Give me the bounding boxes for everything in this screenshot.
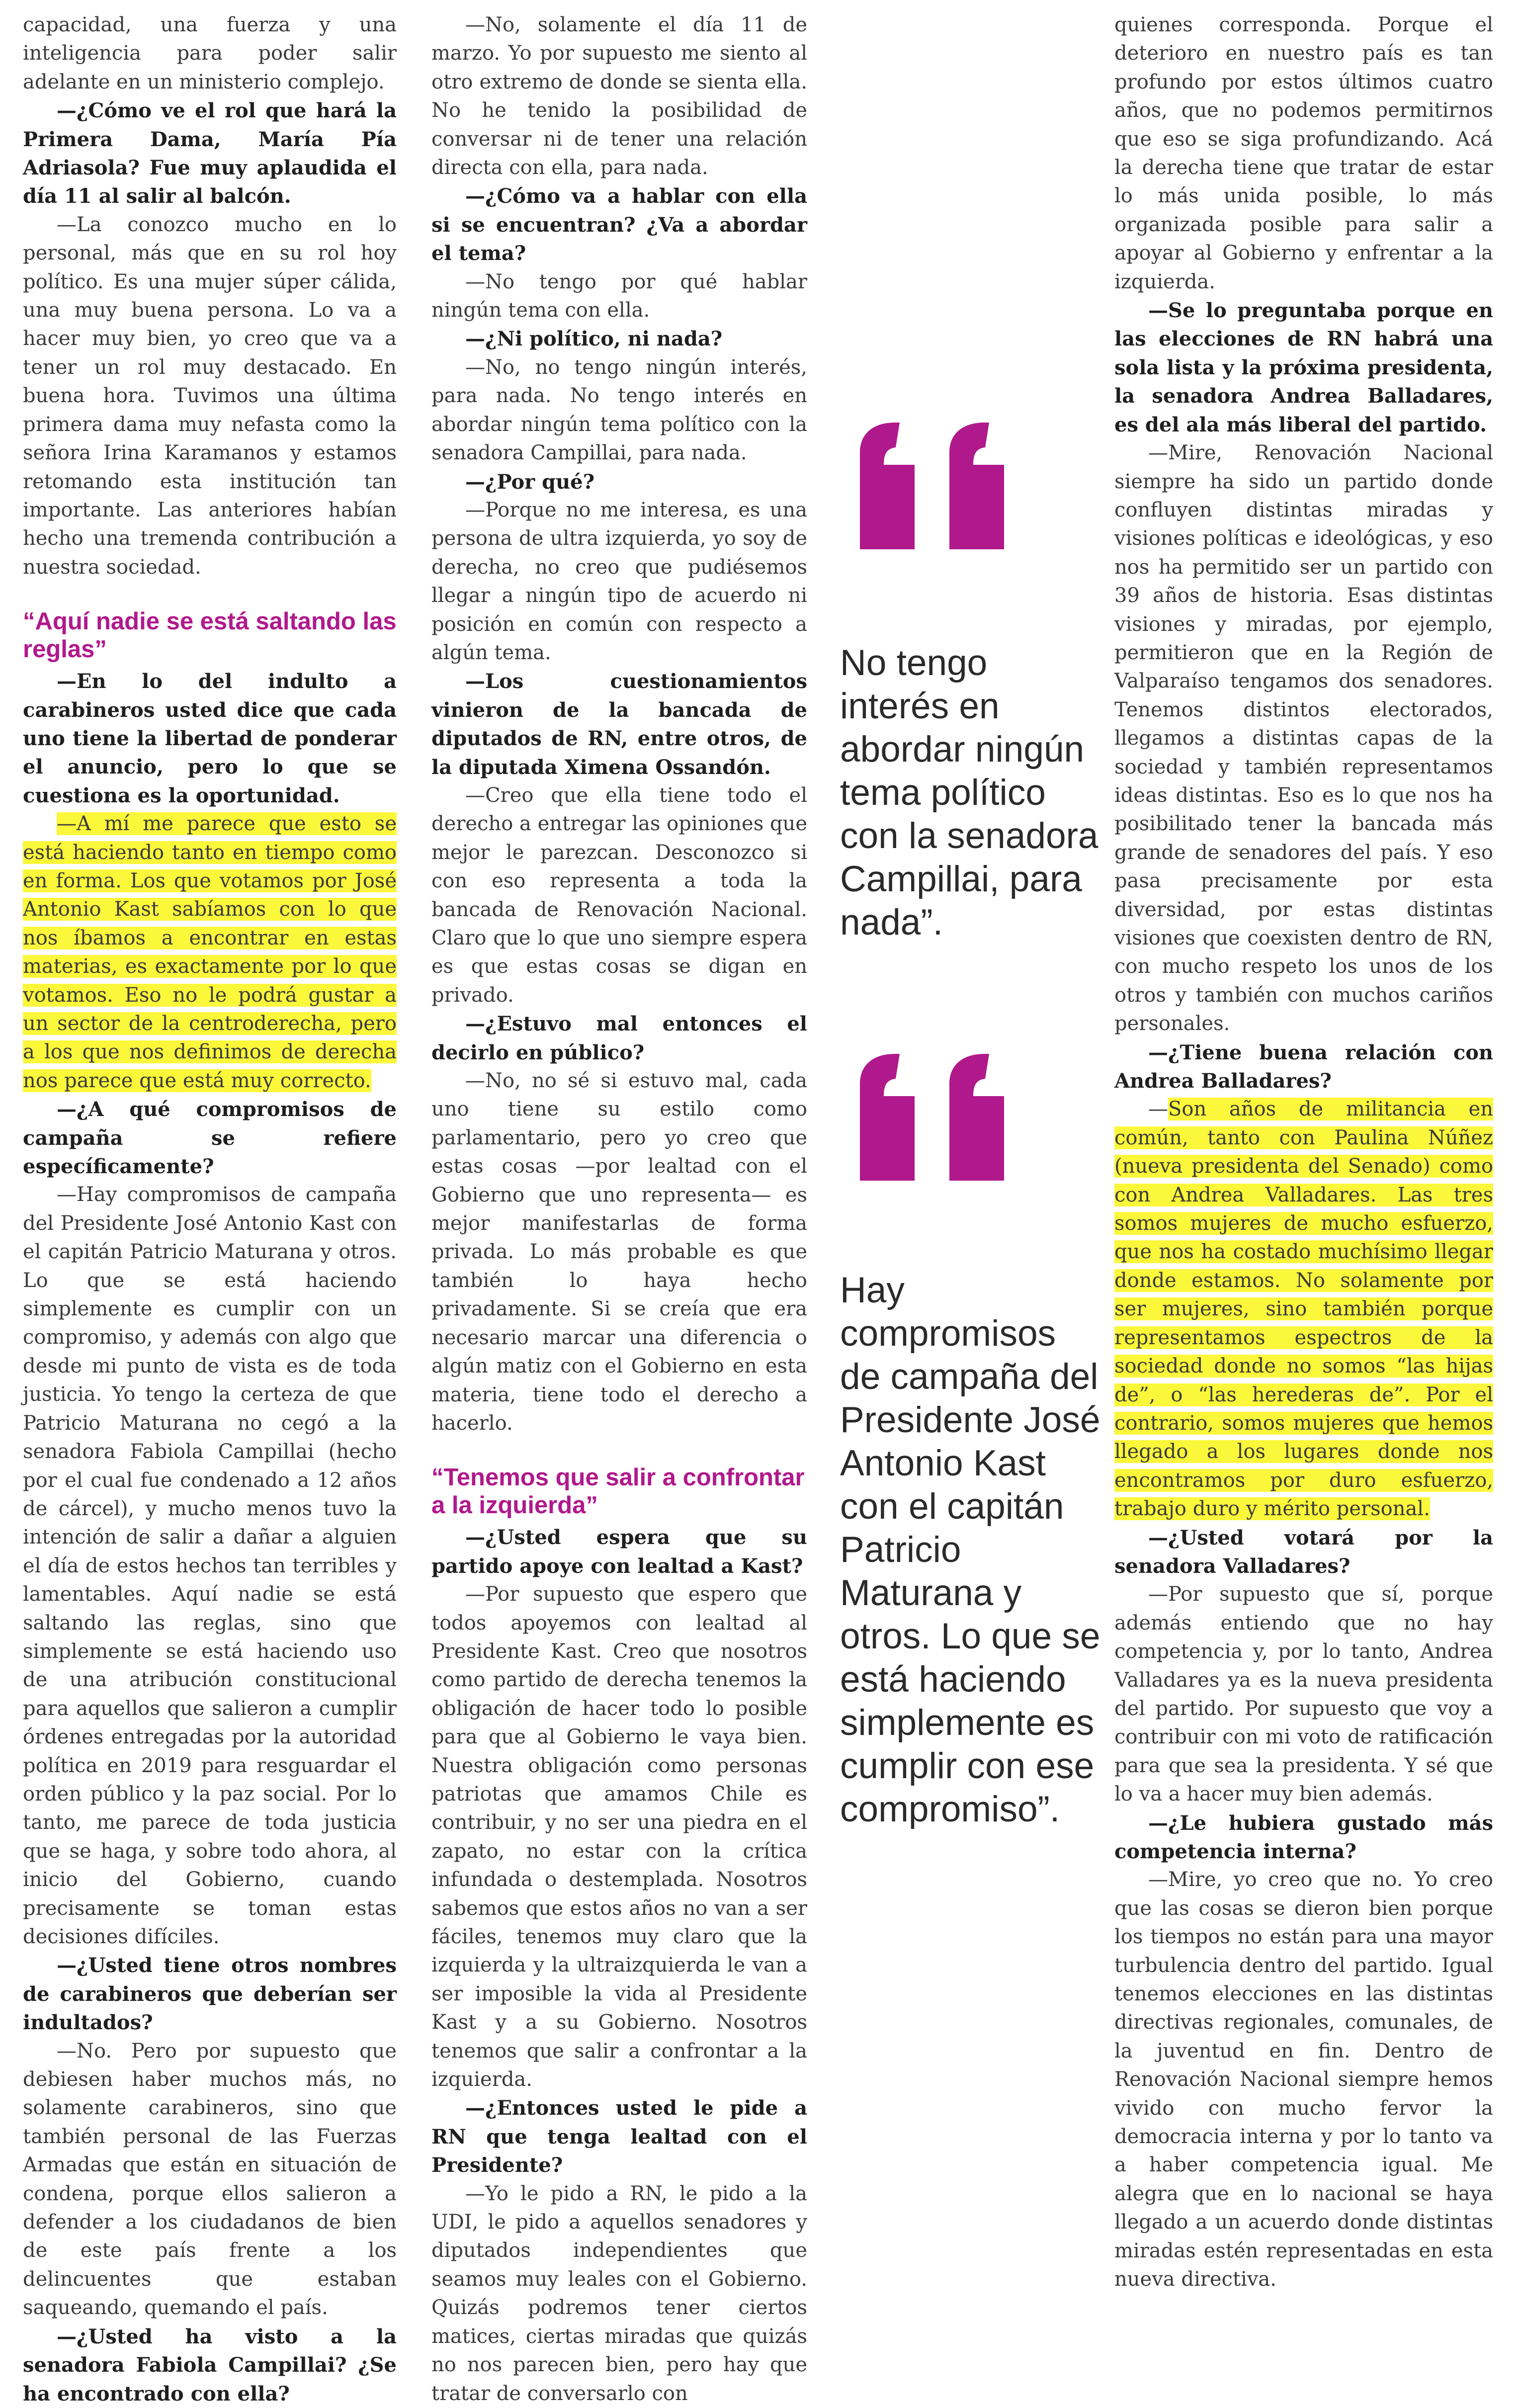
- interview-answer: —No, no tengo ningún interés, para nada. No tengo interés en abordar ningún tema político con la senadora Campillai, para nada.: [431, 355, 807, 465]
- interview-answer: —Porque no me interesa, es una persona de ultra izquierda, yo soy de derecha, no creo que pudiésemos llegar a ningún tipo de acuerdo ni posición en común con respecto a algún tema.: [431, 498, 807, 664]
- interview-answer: —No. Pero por supuesto que debiesen haber muchos más, no solamente carabineros, sino que también personal de las Fuerzas Armadas que están en situación de condena, porque ellos salieron a defender a los ciudadanos de bien de este país frente a los delincuentes que estaban saqueando, quemando el país.: [23, 2039, 397, 2320]
- dash: —: [57, 812, 77, 836]
- interview-answer: quienes corresponda. Porque el deterioro en nuestro país es tan profundo por estos últimos cuatro años, que no podemos permitirnos que eso se siga profundizando. Acá la derecha tiene que tratar de estar lo más unida posible, lo más organizada posible para salir a apoyar al Gobierno y enfrentar a la izquierda.: [1114, 13, 1493, 293]
- interview-question: —¿Le hubiera gustado más competencia interna?: [1114, 1811, 1493, 1863]
- article-column-2: [431, 11, 807, 2408]
- interview-answer-highlighted: [23, 810, 397, 1095]
- paragraph: capacidad, una fuerza y una inteligencia para poder salir adelante en un ministerio complejo.: [23, 13, 397, 93]
- quote-mark-icon: [840, 418, 1049, 552]
- interview-question: —¿Entonces usted le pide a RN que tenga lealtad con el Presidente?: [431, 2096, 807, 2177]
- interview-question: —¿Cómo ve el rol que hará la Primera Dama, María Pía Adriasola? Fue muy aplaudida el día 11 al salir al balcón.: [23, 99, 397, 208]
- pull-quote: Hay compromisos de campaña del Presidente José Antonio Kast con el capitán Patricio Maturana y otros. Lo que se está haciendo simplemente es cumplir con ese compromiso”.: [840, 1270, 1100, 1829]
- section-subheading: “Aquí nadie se está saltando las reglas”: [23, 608, 397, 663]
- interview-answer: —Yo le pido a RN, le pido a la UDI, le pido a aquellos senadores y diputados independientes que seamos muy leales con el Gobierno. Quizás podremos tener ciertos matices, ciertas miradas que quizás no nos parecen bien, pero hay que tratar de conversarlo con: [431, 2182, 807, 2405]
- interview-question: —¿Por qué?: [465, 470, 595, 494]
- interview-answer: —Creo que ella tiene todo el derecho a entregar las opiniones que mejor le parezcan. Desconozco si con eso representa a toda la bancada de Renovación Nacional. Claro que lo que uno siempre espera es que estas cosas se digan en privado.: [431, 783, 807, 1007]
- interview-question: —¿Cómo va a hablar con ella si se encuentran? ¿Va a abordar el tema?: [431, 184, 807, 265]
- interview-question: —¿Tiene buena relación con Andrea Balladares?: [1114, 1040, 1493, 1093]
- highlighted-text: Son años de militancia en común, tanto con Paulina Núñez (nueva presidenta del Senado) como con Andrea Valladares. Las tres somos mujeres de mucho esfuerzo, que nos ha costado muchísimo llegar donde estamos. No solamente por ser mujeres, sino también porque representamos espectros de la sociedad donde no somos “las hijas de”, o “las herederas de”. Por el contrario, somos mujeres que hemos llegado a los lugares donde nos encontramos por duro esfuerzo, trabajo duro y mérito personal.: [1114, 1098, 1493, 1521]
- interview-question: —En lo del indulto a carabineros usted dice que cada uno tiene la libertad de ponderar el anuncio, pero lo que se cuestiona es la oportunidad.: [23, 670, 397, 807]
- interview-question: —Se lo preguntaba porque en las elecciones de RN habrá una sola lista y la próxima presidenta, la senadora Andrea Balladares, es del ala más liberal del partido.: [1114, 299, 1493, 436]
- article-column-1: [23, 11, 397, 2408]
- interview-answer: —No, solamente el día 11 de marzo. Yo por supuesto me siento al otro extremo de donde se sienta ella. No he tenido la posibilidad de conversar ni de tener una relación directa con ella, para nada.: [431, 13, 807, 179]
- interview-question: —¿Ni político, ni nada?: [465, 327, 723, 351]
- interview-question: —¿A qué compromisos de campaña se refiere específicamente?: [23, 1098, 397, 1179]
- interview-question: —¿Usted espera que su partido apoye con lealtad a Kast?: [431, 1526, 807, 1578]
- interview-answer: —No, no sé si estuvo mal, cada uno tiene su estilo como parlamentario, pero yo creo que estas cosas —por lealtad con el Gobierno que uno representa— es mejor manifestarlas de forma privada. Lo más probable es que también lo haya hecho privadamente. Si se creía que era necesario marcar una diferencia o algún matiz con el Gobierno en esta materia, tiene todo el derecho a hacerlo.: [431, 1069, 807, 1435]
- interview-answer: —Hay compromisos de campaña del Presidente José Antonio Kast con el capitán Patricio Maturana y otros. Lo que se está haciendo simplemente es cumplir con un compromiso, y además con algo que desde mi punto de vista es de toda justicia. Yo tengo la certeza de que Patricio Maturana no cegó a la senadora Fabiola Campillai (hecho por el cual fue condenado a 12 años de cárcel), y mucho menos tuvo la intención de salir a dañar a alguien el día de estos hechos tan terribles y lamentables. Aquí nadie se está saltando las reglas, sino que simplemente se está haciendo uso de una atribución constitucional para aquellos que salieron a cumplir órdenes entregadas por la autoridad política en 2019 para resguardar el orden público y la paz social. Por lo tanto, me parece de toda justicia que se haga, y sobre todo ahora, al inicio del Gobierno, cuando precisamente se toman estas decisiones difíciles.: [23, 1183, 397, 1948]
- interview-question: —¿Usted ha visto a la senadora Fabiola Campillai? ¿Se ha encontrado con ella?: [23, 2324, 397, 2406]
- interview-answer: —Por supuesto que espero que todos apoyemos con lealtad al Presidente Kast. Creo que nosotros como partido de derecha tenemos la obligación de hacer todo lo posible para que al Gobierno le vaya bien. Nuestra obligación como personas patriotas que amamos Chile es contribuir, y no ser una piedra en el zapato, no estar con la crítica infundada o destemplada. Nosotros sabemos que estos años no van a ser fáciles, tenemos muy claro que la izquierda y la ultraizquierda le van a ser imposible la vida al Presidente Kast y a su Gobierno. Nosotros tenemos que salir a confrontar a la izquierda.: [431, 1583, 807, 2091]
- interview-question: —¿Usted tiene otros nombres de carabineros que deberían ser indultados?: [23, 1954, 397, 2035]
- section-subheading: “Tenemos que salir a confrontar a la izquierda”: [431, 1464, 805, 1519]
- article-column-3: [1114, 11, 1493, 2294]
- highlighted-text: A mí me parece que esto se está haciendo tanto en tiempo como en forma. Los que votamos por José Antonio Kast sabíamos con lo que nos íbamos a encontrar en estas materias, es exactamente por lo que votamos. Eso no le podrá gustar a un sector de la centroderecha, pero a los que nos definimos de derecha nos parece que está muy correcto.: [23, 812, 397, 1092]
- interview-answer: —Por supuesto que sí, porque además entiendo que no hay competencia y, por lo tanto, Andrea Valladares ya es la nueva presidenta del partido. Por supuesto que voy a contribuir con mi voto de ratificación para que sea la presidenta. Y sé que lo va a hacer muy bien además.: [1114, 1583, 1493, 1806]
- dash: —: [1148, 1098, 1168, 1121]
- pull-quote: No tengo interés en abordar ningún tema político con la senadora Campillai, para nada”.: [840, 643, 1098, 943]
- interview-question: —¿Estuvo mal entonces el decirlo en público?: [431, 1012, 807, 1064]
- interview-answer: —La conozco mucho en lo personal, más que en su rol hoy político. Es una mujer súper cálida, una muy buena persona. Lo va a hacer muy bien, yo creo que va a tener un rol muy destacado. En buena hora. Tuvimos una última primera dama muy nefasta como la señora Irina Karamanos y estamos retomando esta institución tan importante. Las anteriores habían hecho una tremenda contribución a nuestra sociedad.: [23, 213, 397, 579]
- interview-question: —¿Usted votará por la senadora Valladares?: [1114, 1526, 1493, 1578]
- interview-answer: —Mire, Renovación Nacional siempre ha sido un partido donde confluyen distintas miradas y visiones políticas e ideológicas, y eso nos ha permitido ser un partido con 39 años de historia. Esas distintas visiones y miradas, por ejemplo, permitieron que en la Región de Valparaíso tengamos dos senadores. Tenemos distintos electorados, llegamos a distintas capas de la sociedad y también representamos ideas distintas. Eso es lo que nos ha posibilitado tener la bancada más grande de senadores del país. Y eso pasa precisamente por esta diversidad, por estas distintas visiones que coexisten dentro de RN, con mucho respeto los unos de los otros y también con muchos cariños personales.: [1114, 441, 1493, 1035]
- interview-answer: —Mire, yo creo que no. Yo creo que las cosas se dieron bien porque los tiempos no están para una mayor turbulencia dentro del partido. Igual tenemos elecciones en las distintas directivas regionales, comunales, de la juventud en fin. Dentro de Renovación Nacional siempre hemos vivido con mucho fervor la democracia interna y por lo tanto va a haber competencia igual. Me alegra que en lo nacional se haya llegado a un acuerdo donde distintas miradas estén representadas en esta nueva directiva.: [1114, 1868, 1493, 2291]
- interview-answer: —No tengo por qué hablar ningún tema con ella.: [431, 270, 807, 322]
- interview-question: —Los cuestionamientos vinieron de la bancada de diputados de RN, entre otros, de la diputada Ximena Ossandón.: [431, 670, 807, 779]
- interview-answer-highlighted: [1114, 1095, 1493, 1523]
- quote-mark-icon: [840, 1049, 1049, 1183]
